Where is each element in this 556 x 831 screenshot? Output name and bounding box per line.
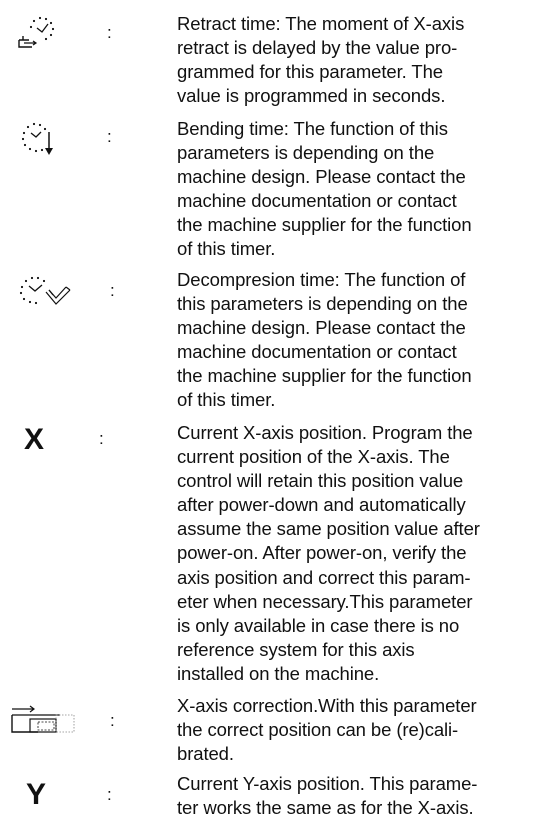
separator: : (99, 429, 104, 448)
x-axis-correction-description: X-axis correction.With this parameter the correct position can be (re)cali- brated. (177, 695, 477, 765)
separator: : (107, 785, 112, 804)
separator: : (107, 23, 112, 42)
x-position-description: Current X-axis position. Program the current position of the X-axis. The control will retain this position value after power-down and automatically assume the same position value after power-on. After power-on, verify the axis position and correct this param- eter when necessary.This parameter is only available in case there is no reference system for this axis installed on the machine. (177, 422, 480, 684)
separator: : (110, 281, 115, 300)
y-position-description: Current Y-axis position. This parame- ter works the same as for the X-axis. (177, 773, 478, 819)
y-axis-symbol: Y (26, 778, 47, 811)
separator: : (110, 711, 115, 730)
x-axis-correction-icon (8, 704, 76, 738)
x-axis-symbol: X (24, 423, 45, 456)
decompression-time-description: Decompresion time: The function of this parameters is depending on the machine design. Please contact the machine documentation or contact the machine supplier for the function of this timer. (177, 269, 472, 411)
bending-time-description: Bending time: The function of this parameters is depending on the machine design. Please contact the machine documentation or contact the machine supplier for the function of this timer. (177, 118, 472, 260)
retract-time-clock-icon (16, 14, 62, 50)
separator: : (107, 127, 112, 146)
decompression-time-clock-icon (16, 274, 74, 312)
retract-time-description: Retract time: The moment of X-axis retract is delayed by the value pro- grammed for this parameter. The value is programmed in seconds. (177, 13, 465, 107)
bending-time-clock-icon (18, 120, 60, 158)
